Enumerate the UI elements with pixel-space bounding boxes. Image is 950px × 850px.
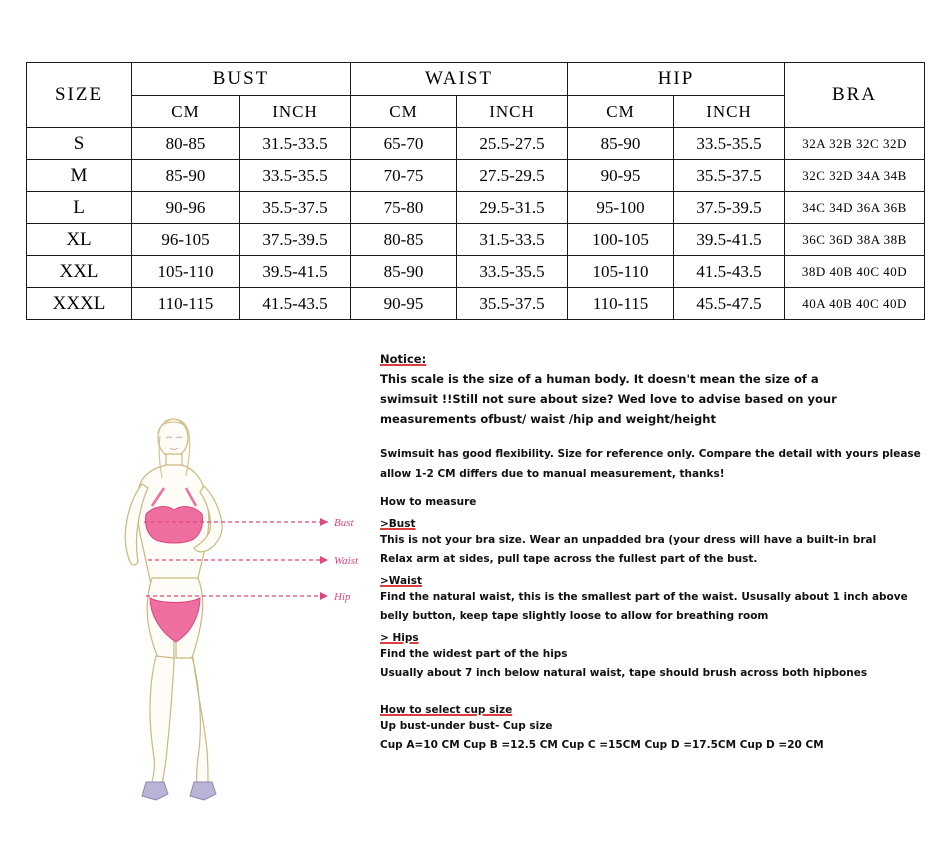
cell-hip-cm: 100-105 <box>568 224 674 256</box>
size-chart-table <box>26 62 924 320</box>
header-bra: BRA <box>785 63 925 128</box>
cell-bust-cm: 80-85 <box>132 128 240 160</box>
label-hip: Hip <box>334 591 351 603</box>
header-size: SIZE <box>27 63 132 128</box>
cell-hip-cm: 90-95 <box>568 160 674 192</box>
hips-section-heading: > Hips <box>380 631 419 644</box>
header-waist-inch: INCH <box>457 96 568 128</box>
body-outline-icon <box>125 419 222 784</box>
table-header-row-1 <box>27 63 925 96</box>
table-row <box>27 160 925 192</box>
cell-waist-inch: 29.5-31.5 <box>457 192 568 224</box>
cell-hip-cm: 110-115 <box>568 288 674 320</box>
cell-bust-cm: 105-110 <box>132 256 240 288</box>
header-hip-inch: INCH <box>674 96 785 128</box>
cell-size: L <box>27 192 132 224</box>
bust-section-heading: >Bust <box>380 518 416 531</box>
cell-size: XXXL <box>27 288 132 320</box>
cell-bust-inch: 37.5-39.5 <box>240 224 351 256</box>
female-body-diagram <box>96 410 376 810</box>
notice-intro-line1: This scale is the size of a human body. It doesn't mean the size of a <box>380 372 819 386</box>
cell-hip-inch: 41.5-43.5 <box>674 256 785 288</box>
flexibility-line2: allow 1-2 CM differs due to manual measurement, thanks! <box>380 467 725 480</box>
cell-hip-inch: 37.5-39.5 <box>674 192 785 224</box>
cell-waist-cm: 80-85 <box>351 224 457 256</box>
header-waist: WAIST <box>351 63 568 96</box>
cup-size-heading: How to select cup size <box>380 704 513 717</box>
notice-intro-line3: measurements ofbust/ waist /hip and weight/height <box>380 412 716 427</box>
size-table <box>26 62 925 320</box>
waist-section-heading: >Waist <box>380 574 422 587</box>
notice-title: Notice: <box>380 352 427 366</box>
cell-bra: 40A 40B 40C 40D <box>785 288 925 320</box>
cell-waist-inch: 33.5-35.5 <box>457 256 568 288</box>
cell-size: M <box>27 160 132 192</box>
cell-bra: 32A 32B 32C 32D <box>785 128 925 160</box>
flexibility-line1: Swimsuit has good flexibility. Size for reference only. Compare the detail with yours please <box>380 448 921 461</box>
cell-bust-cm: 96-105 <box>132 224 240 256</box>
cell-bust-cm: 90-96 <box>132 192 240 224</box>
cell-bust-cm: 110-115 <box>132 288 240 320</box>
hips-line1: Find the widest part of the hips <box>380 647 568 660</box>
shoe-icon <box>142 782 216 800</box>
cell-bra: 32C 32D 34A 34B <box>785 160 925 192</box>
cell-bust-inch: 35.5-37.5 <box>240 192 351 224</box>
cell-waist-inch: 31.5-33.5 <box>457 224 568 256</box>
cell-waist-inch: 35.5-37.5 <box>457 288 568 320</box>
cell-bra: 36C 36D 38A 38B <box>785 224 925 256</box>
cell-bust-cm: 85-90 <box>132 160 240 192</box>
label-waist: Waist <box>334 555 359 567</box>
waist-line2: belly button, keep tape slightly loose to allow for breathing room <box>380 609 769 622</box>
bust-line1: This is not your bra size. Wear an unpadded bra (your dress will have a built-in bral <box>380 534 877 547</box>
how-to-measure-heading: How to measure <box>380 496 477 509</box>
cell-bra: 38D 40B 40C 40D <box>785 256 925 288</box>
notice-intro-line2: swimsuit !!Still not sure about size? Wed love to advise based on your <box>380 392 837 407</box>
header-bust-cm: CM <box>132 96 240 128</box>
header-hip-cm: CM <box>568 96 674 128</box>
measurement-figure <box>96 410 376 810</box>
cell-waist-inch: 25.5-27.5 <box>457 128 568 160</box>
header-bust-inch: INCH <box>240 96 351 128</box>
notice-panel <box>380 352 930 755</box>
cell-hip-cm: 85-90 <box>568 128 674 160</box>
label-bust: Bust <box>334 517 354 529</box>
header-waist-cm: CM <box>351 96 457 128</box>
cup-line2: Cup A=10 CM Cup B =12.5 CM Cup C =15CM Cup D =17.5CM Cup D =20 CM <box>380 739 824 752</box>
cell-bust-inch: 31.5-33.5 <box>240 128 351 160</box>
table-row <box>27 192 925 224</box>
hips-line2: Usually about 7 inch below natural waist, tape should brush across both hipbones <box>380 666 868 679</box>
cell-hip-inch: 39.5-41.5 <box>674 224 785 256</box>
cell-size: XL <box>27 224 132 256</box>
cup-line1: Up bust-under bust- Cup size <box>380 720 553 733</box>
cell-hip-inch: 35.5-37.5 <box>674 160 785 192</box>
cell-hip-cm: 95-100 <box>568 192 674 224</box>
cell-waist-cm: 70-75 <box>351 160 457 192</box>
cell-waist-cm: 65-70 <box>351 128 457 160</box>
cell-waist-inch: 27.5-29.5 <box>457 160 568 192</box>
header-hip: HIP <box>568 63 785 96</box>
cell-hip-inch: 33.5-35.5 <box>674 128 785 160</box>
cell-bust-inch: 33.5-35.5 <box>240 160 351 192</box>
table-row <box>27 224 925 256</box>
cell-waist-cm: 85-90 <box>351 256 457 288</box>
bust-line2: Relax arm at sides, pull tape across the fullest part of the bust. <box>380 553 758 565</box>
cell-hip-inch: 45.5-47.5 <box>674 288 785 320</box>
cell-waist-cm: 75-80 <box>351 192 457 224</box>
cell-waist-cm: 90-95 <box>351 288 457 320</box>
cell-bust-inch: 41.5-43.5 <box>240 288 351 320</box>
table-row <box>27 128 925 160</box>
waist-line1: Find the natural waist, this is the smallest part of the waist. Ususally about 1 inch above <box>380 590 908 603</box>
cell-hip-cm: 105-110 <box>568 256 674 288</box>
cell-bra: 34C 34D 36A 36B <box>785 192 925 224</box>
header-bust: BUST <box>132 63 351 96</box>
table-row <box>27 288 925 320</box>
cell-bust-inch: 39.5-41.5 <box>240 256 351 288</box>
table-row <box>27 256 925 288</box>
cell-size: S <box>27 128 132 160</box>
cell-size: XXL <box>27 256 132 288</box>
